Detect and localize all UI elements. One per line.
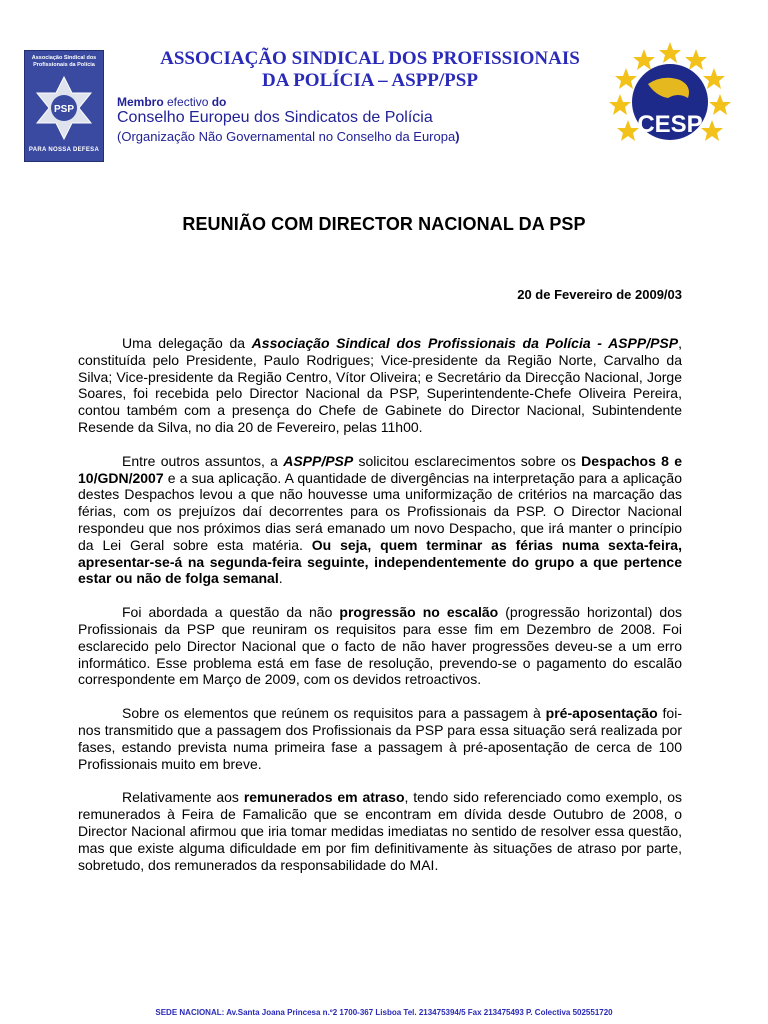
footer-line1: SEDE NACIONAL: Av.Santa Joana Princesa n.º2 1700-367 Lisboa Tel. 213475394/5 Fax 213475493 P. Colectiva 502551720: [155, 1008, 613, 1017]
cesp-logo-text: CESP: [637, 111, 703, 138]
membership-line: [117, 95, 226, 109]
p3-progression: progressão no escalão: [339, 604, 499, 621]
aspp-badge-text: PSP: [53, 104, 75, 115]
paragraph-1: [78, 335, 682, 436]
document-body: [78, 335, 682, 890]
p4-text-a: Sobre os elementos que reúnem os requisitos para a passagem à: [122, 705, 546, 722]
p1-org-name: Associação Sindical dos Profissionais da Polícia - ASPP/PSP: [251, 335, 679, 351]
member-bold2: do: [211, 95, 227, 109]
police-star-icon: [33, 75, 95, 141]
p1-text-c: , constituída pelo Presidente, Paulo Rodrigues; Vice-presidente da Região Norte, Carvalho da Silva; Vice-presidente da Região Centro, Vítor Oliveira; e Secretário da Direcção Nacional, Jorge Soares, foi recebida pelo Director Nacional da PSP, Superintendente-Chefe Oliveira Pereira, contou também com a presença do Chefe de Gabinete do Director Nacional, Subintendente Resende da Silva, no dia 20 de Fevereiro, pelas 11h00.: [78, 335, 682, 435]
footer-address: [0, 1008, 768, 1018]
member-rest: efectivo: [163, 95, 212, 109]
p4-pre-retirement: pré-aposentação: [545, 705, 658, 722]
p2-text-g: .: [278, 570, 283, 587]
aspp-motto: PARA NOSSA DEFESA: [28, 147, 100, 153]
org-title: [110, 48, 630, 92]
aspp-logo: [24, 50, 104, 162]
paragraph-3: [78, 604, 682, 688]
ngo-note-text: (Organização Não Governamental no Conselho da Europa: [117, 129, 456, 144]
p5-text-c: , tendo sido referenciado como exemplo, os remunerados à Feira de Famalicão que se encontram em dívida desde Outubro de 2008, o Director Nacional afirmou que iria tomar medidas imediatas no sentido de resolver essa questão, mas que existe alguma dificuldade em por fim definitivamente às situações de atraso por parte, sobretudo, dos remunerados da responsabilidade do MAI.: [78, 789, 683, 873]
paragraph-5: [78, 789, 682, 873]
p3-text-a: Foi abordada a questão da não: [122, 604, 340, 621]
p2-text-c: solicitou esclarecimentos sobre os: [353, 452, 582, 469]
p4-text-c: foi-nos transmitido que a passagem dos Profissionais da PSP para essa situação será realizada por fases, estando prevista numa primeira fase a passagem à pré-aposentação de cerca de 100 Profissionais muito em breve.: [78, 705, 682, 772]
p1-text-a: Uma delegação da: [122, 335, 252, 351]
p2-text-e: e a sua aplicação. A quantidade de divergências na interpretação para a aplicação destes Despachos levou a que não houvesse uma uniformização de critérios na marcação das férias, com os prejuízos daí decorrentes para os Profissionais da PSP. O Director Nacional respondeu que nos próximos dias será emanado um novo Despacho, que irá manter o princípio da Lei Geral sobre esta matéria.: [78, 469, 682, 553]
letterhead: [0, 0, 768, 170]
cesp-logo: [608, 40, 732, 163]
p2-despachos: Despachos 8 e 10/GDN/2007: [78, 452, 682, 486]
org-title-line1: ASSOCIAÇÃO SINDICAL DOS PROFISSIONAIS: [160, 48, 580, 69]
p2-decision: Ou seja, quem terminar as férias numa sexta-feira, apresentar-se-á na segunda-feira seguinte, independentemente do grupo a que pertence estar ou não de folga semanal: [78, 536, 682, 587]
ngo-note: [117, 129, 460, 144]
document-date: 20 de Fevereiro de 2009/03: [517, 287, 682, 302]
paragraph-2: [78, 453, 682, 587]
p3-text-c: (progressão horizontal) dos Profissionais da PSP que reuniram os requisitos para esse fim em Dezembro de 2008. Foi esclarecido pelo Director Nacional que o facto de não haver progressões deveu-se a um erro informático. Esse problema está em fase de resolução, prevendo-se o pagamento do escalão correspondente em Março de 2009, com os devidos retroactivos.: [78, 604, 682, 688]
paragraph-4: [78, 705, 682, 772]
p2-text-a: Entre outros assuntos, a: [122, 452, 284, 469]
aspp-logo-top-text: Associação Sindical dos Profissionais da Polícia: [31, 55, 97, 68]
org-title-line2: DA POLÍCIA – ASPP/PSP: [262, 70, 478, 91]
member-bold1: Membro: [117, 95, 164, 109]
document-title: REUNIÃO COM DIRECTOR NACIONAL DA PSP: [182, 214, 586, 234]
p2-org-acronym: ASPP/PSP: [283, 452, 354, 469]
council-name: Conselho Europeu dos Sindicatos de Polícia: [117, 109, 433, 126]
p5-arrears: remunerados em atraso: [243, 789, 405, 806]
ngo-note-close: ): [455, 129, 460, 144]
p5-text-a: Relativamente aos: [122, 789, 244, 806]
